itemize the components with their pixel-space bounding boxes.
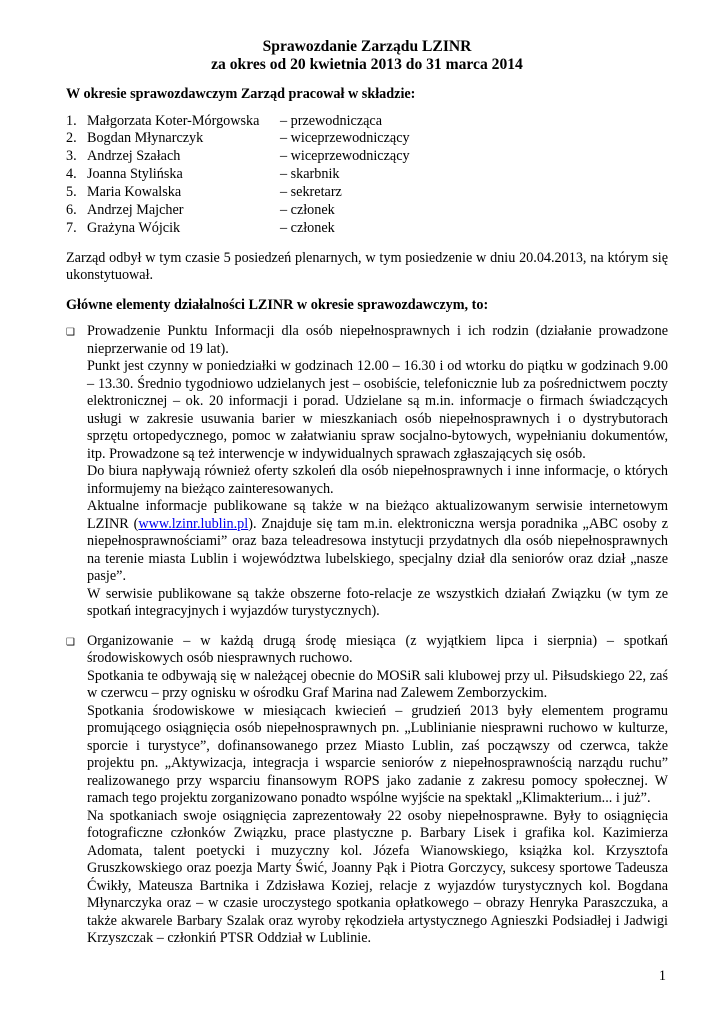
bullet1-website-description: ). Znajduje się tam m.in. elektroniczna wersja poradnika „ABC osoby z niepełnosprawnościami” oraz baza teleadresowa instytucji przydatnych dla osób niepełnosprawnych na terenie miasta Lublin i województwa lubelskiego, specjalny dział dla seniorów oraz dział „nasze pasje”. bbox=[87, 515, 668, 585]
board-member bbox=[66, 130, 668, 148]
activity-bullet-community-meetings bbox=[66, 633, 668, 948]
member-number: 3. bbox=[66, 148, 77, 165]
board-member bbox=[66, 166, 668, 184]
member-number: 5. bbox=[66, 184, 77, 201]
activity-bullet-information-point bbox=[66, 323, 668, 621]
bullet1-hours-text: Punkt jest czynny w poniedziałki w godzinach 12.00 – 16.30 i od wtorku do piątku w godzinach 9.00 – 13.30 bbox=[87, 358, 668, 392]
member-number: 6. bbox=[66, 201, 77, 218]
member-number: 1. bbox=[66, 112, 77, 129]
board-member bbox=[66, 220, 668, 238]
bullet1-paragraph-2 bbox=[87, 358, 668, 463]
member-role: – wiceprzewodniczący bbox=[280, 130, 410, 147]
member-name: Grażyna Wójcik bbox=[87, 219, 181, 236]
member-name: Andrzej Szałach bbox=[87, 148, 181, 165]
activities-heading: Główne elementy działalności LZINR w okresie sprawozdawczym, to: bbox=[66, 296, 489, 313]
square-bullet-icon: ❑ bbox=[66, 636, 75, 648]
member-number: 4. bbox=[66, 166, 77, 183]
bullet1-hours-continuation: . Średnio tygodniowo udzielanych jest – osobiście, telefonicznie lub za pośrednictwem poczty elektronicznej – ok. 20 informacji i porad. Udzielane są m.in. informacje o firmach świadczących usługi w zakresie usuwania barier w mieszkaniach osób niepełnosprawnych i o dystrybutorach sprzętu ortopedycznego, pomoc w załatwianiu spraw socjalno-bytowych, wypełnianiu dokumentów, itp. Prowadzone są też interwencje w indywidualnych sprawach zgłaszających się osób. bbox=[87, 375, 668, 462]
board-member bbox=[66, 113, 668, 131]
bullet1-paragraph-3: Do biura napływają również oferty szkoleń dla osób niepełnosprawnych i inne informacje, o których informujemy na bieżąco zainteresowanych. bbox=[87, 463, 668, 497]
member-name: Bogdan Młynarczyk bbox=[87, 130, 204, 147]
member-role: – sekretarz bbox=[280, 184, 342, 201]
bullet1-website-intro: Aktualne informacje publikowane są także w na bieżąco aktualizowanym serwisie internetowym LZINR ( bbox=[87, 498, 668, 532]
bullet2-paragraph-2: Spotkania te odbywają się w należącej obecnie do MOSiR sali klubowej przy ul. Piłsudskiego 22, zaś w czerwcu – przy ognisku w ośrodku Graf Marina nad Zalewem Zemborzyckim. bbox=[87, 667, 668, 702]
board-heading: W okresie sprawozdawczym Zarząd pracował w składzie: bbox=[66, 86, 416, 102]
page-number: 1 bbox=[658, 968, 666, 984]
member-name: Joanna Stylińska bbox=[87, 166, 183, 183]
member-role: – skarbnik bbox=[280, 166, 340, 183]
member-number: 2. bbox=[66, 130, 77, 147]
board-member bbox=[66, 184, 668, 202]
bullet2-paragraph-1: Organizowanie – w każdą drugą środę miesiąca (z wyjątkiem lipca i sierpnia) – spotkań środowiskowych osób niesprawnych ruchowo. bbox=[87, 632, 668, 667]
title-line-2: za okres od 20 kwietnia 2013 do 31 marca 2014 bbox=[211, 56, 523, 73]
member-name: Małgorzata Koter-Mórgowska bbox=[87, 112, 260, 129]
meetings-paragraph: Zarząd odbył w tym czasie 5 posiedzeń plenarnych, w tym posiedzenie w dniu 20.04.2013, na którym się ukonstytuował. bbox=[66, 249, 668, 284]
bullet1-paragraph-5: W serwisie publikowane są także obszerne foto-relacje ze wszystkich działań Związku (w tym ze spotkań integracyjnych i wyjazdów turystycznych). bbox=[87, 585, 668, 620]
member-name: Maria Kowalska bbox=[87, 184, 182, 201]
website-link[interactable]: www.lzinr.lublin.pl bbox=[138, 515, 249, 532]
bullet2-paragraph-3: Spotkania środowiskowe w miesiącach kwiecień – grudzień 2013 były elementem programu promującego osiągnięcia osób niepełnosprawnych pn. „Lublinianie niesprawni ruchowo w kulturze, sporcie i turystyce”, dofinansowanego przez Miasto Lublin, zaś począwszy od czerwca, także projektu pn. „Aktywizacja, integracja i wsparcie seniorów z niepełnosprawnością narządu ruchu” realizowanego przy wsparciu finansowym ROPS jako zadanie z zakresu pomocy społecznej. W ramach tego projektu zorganizowano ponadto wspólne wyjście na spektakl „Klimakterium... i już”. bbox=[87, 702, 668, 807]
square-bullet-icon: ❑ bbox=[66, 327, 75, 339]
member-name: Andrzej Majcher bbox=[87, 201, 184, 218]
member-number: 7. bbox=[66, 219, 77, 236]
document-page bbox=[66, 38, 668, 948]
member-role: – przewodnicząca bbox=[280, 112, 383, 129]
bullet1-paragraph-1: Prowadzenie Punktu Informacji dla osób niepełnosprawnych i ich rodzin (działanie prowadzone nieprzerwanie od 19 lat). bbox=[87, 323, 668, 357]
title-line-1: Sprawozdanie Zarządu LZINR bbox=[262, 38, 472, 55]
member-role: – wiceprzewodniczący bbox=[280, 148, 410, 165]
bullet1-paragraph-4 bbox=[87, 498, 668, 586]
bullet2-paragraph-4: Na spotkaniach swoje osiągnięcia zaprezentowały 22 osoby niepełnosprawne. Były to osiągnięcia fotograficzne członków Związku, prace plastyczne p. Barbary Lisek i grafika kol. Kazimierza Adomata, talent poetycki i muzyczny kol. Józefa Wianowskiego, książka kol. Krzysztofa Gruszkowskiego oraz poezja Marty Świć, Joanny Pąk i Piotra Gorczycy, sukcesy sportowe Tadeusza Ćwikły, Mateusza Bartnika i Zdzisława Koziej, relacje z wyjazdów turystycznych kol. Bogdana Młynarczyka oraz – w czasie uroczystego spotkania opłatkowego – obrazy Henryka Paraszczuka, a także akwarele Barbary Szalak oraz wyroby rękodzieła artystycznego Agnieszki Podsiadłej i Jadwigi Krzyszczak – członkiń PTSR Oddział w Lublinie. bbox=[87, 807, 668, 947]
member-role: – członek bbox=[280, 219, 335, 236]
member-role: – członek bbox=[280, 201, 335, 218]
board-members-list bbox=[66, 113, 668, 238]
board-member bbox=[66, 148, 668, 166]
board-member bbox=[66, 202, 668, 220]
